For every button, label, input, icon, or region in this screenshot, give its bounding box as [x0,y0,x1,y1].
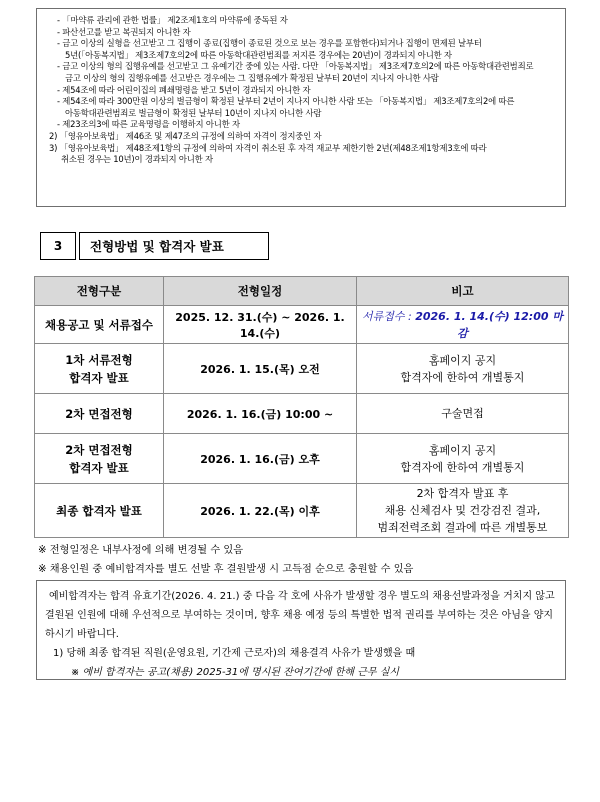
eligibility-line-text: - 제54조에 따라 300만원 이상의 벌금형이 확정된 날부터 2년이 지나지 아니한 사람 또는 「아동복지법」 제3조제7호의2에 따른 [57,96,515,107]
schedule-table [34,276,569,538]
eligibility-line-continuation: 아동학대관련범죄로 벌금형이 확정된 날부터 10년이 지나지 아니한 사람 [65,107,322,118]
cell-note-line: 구술면접 [441,407,484,420]
cell-note [357,434,569,484]
cell-date: 2026. 1. 16.(금) 오후 [164,434,357,484]
note-schedule-change: ※ 전형일정은 내부사정에 의해 변경될 수 있음 [38,545,244,556]
header-type: 전형구분 [35,277,164,306]
cell-note-line: 2차 합격자 발표 후 [416,487,509,500]
reserve-info-box [36,580,566,680]
reserve-note: ※ 예비 합격자는 공고(채용) 2025-31에 명시된 잔여기간에 한해 근무 실시 [71,667,400,678]
cell-type [35,344,164,394]
eligibility-line-text: - 금고 이상의 실형을 선고받고 그 집행이 종료(집행이 종료된 것으로 보는 경우를 포함한다)되거나 집행이 면제된 날부터 [57,38,482,49]
eligibility-line [45,131,559,143]
cell-note [357,394,569,434]
cell-type-line: 채용공고 및 서류접수 [45,317,153,332]
eligibility-line [45,143,559,166]
section-number: 3 [40,232,76,260]
section-title: 전형방법 및 합격자 발표 [79,232,269,260]
table-row [35,484,569,538]
cell-type-line: 최종 합격자 발표 [56,503,142,518]
eligibility-line [45,119,559,131]
table-row [35,434,569,484]
eligibility-line-text: 3) 「영유아보육법」 제48조제1항의 규정에 의하여 자격이 취소된 후 자격 재교부 제한기한 2년(제48조제1항제3호에 따라 [49,142,487,153]
cell-note-line: 홈페이지 공지 [428,443,497,457]
eligibility-line-text: - 제23조의3에 따른 교육명령을 이행하지 아니한 자 [57,119,240,130]
table-header-row [35,277,569,306]
cell-note-line: 합격자에 한하여 개별통지 [400,370,525,384]
cell-note [357,306,569,344]
eligibility-line [45,27,559,39]
header-note: 비고 [357,277,569,306]
cell-type-line: 1차 서류전형 [65,352,133,367]
eligibility-line-text: - 제54조에 따라 어린이집의 폐쇄명령을 받고 5년이 경과되지 아니한 자 [57,84,311,95]
cell-type-line: 2차 면접전형 [65,442,133,457]
deadline-emphasis: 2026. 1. 14.(수) 12:00 마감 [415,309,563,340]
cell-type [35,306,164,344]
cell-note [357,344,569,394]
header-date: 전형일정 [164,277,357,306]
cell-type-line: 2차 면접전형 [65,406,133,421]
deadline-prefix: 서류접수 : [362,309,416,323]
cell-note [357,484,569,538]
eligibility-line-text: - 금고 이상의 형의 집행유예를 선고받고 그 유예기간 중에 있는 사람. 다만 「아동복지법」 제3조제7호의2에 따른 아동학대관련범죄로 [57,61,534,72]
table-row [35,306,569,344]
eligibility-line-text: - 파산선고를 받고 복권되지 아니한 자 [57,26,191,37]
table-row [35,344,569,394]
eligibility-line-continuation: 금고 이상의 형의 집행유예를 선고받은 경우에는 그 집행유예가 확정된 날부터 20년이 지나지 아니한 사람 [65,72,439,83]
cell-type [35,434,164,484]
cell-note-line: 홈페이지 공지 [428,353,497,367]
cell-type-line: 합격자 발표 [69,370,129,385]
eligibility-line [45,96,559,119]
reserve-condition: 1) 당해 최종 합격된 직원(운영요원, 기간제 근로자)의 채용결격 사유가 발생했을 때 [53,648,416,659]
table-row [35,394,569,434]
cell-note-line: 합격자에 한하여 개별통지 [400,460,525,474]
eligibility-line [45,15,559,27]
eligibility-line [45,38,559,61]
cell-date: 2025. 12. 31.(수) ~ 2026. 1. 14.(수) [164,306,357,344]
eligibility-line-continuation: 취소된 경우는 10년)이 경과되지 아니한 자 [61,154,213,165]
cell-note-line: 범죄전력조회 결과에 따른 개별통보 [377,521,548,534]
eligibility-box [36,8,566,207]
eligibility-line [45,85,559,97]
cell-date: 2026. 1. 16.(금) 10:00 ~ [164,394,357,434]
note-reserve-hire: ※ 채용인원 중 예비합격자를 별도 선발 후 결원발생 시 고득점 순으로 충원할 수 있음 [38,564,414,575]
cell-type [35,394,164,434]
eligibility-line-text: - 「마약류 관리에 관한 법률」 제2조제1호의 마약류에 중독된 자 [57,15,288,25]
cell-type [35,484,164,538]
cell-date: 2026. 1. 15.(목) 오전 [164,344,357,394]
deadline-note [362,310,563,340]
eligibility-line-text: 2) 「영유아보육법」 제46조 및 제47조의 규정에 의하여 자격이 정지중인 자 [49,130,322,141]
cell-type-line: 합격자 발표 [69,460,129,475]
eligibility-line [45,61,559,84]
section-header [40,232,269,260]
reserve-paragraph: 예비합격자는 합격 유효기간(2026. 4. 21.) 중 다음 각 호에 사유가 발생할 경우 별도의 채용선발과정을 거치지 않고 결원된 인원에 대해 우선적으로 부여하는 것이며, 향후 채용 예정 등의 특별한 법적 권리를 부여하는 것은 아님을 양지하시기 바랍니다. [45,591,555,640]
eligibility-line-continuation: 5년(「아동복지법」 제3조제7호의2에 따른 아동학대관련범죄를 저지른 경우에는 20년)이 경과되지 아니한 자 [65,49,452,60]
cell-note-line: 채용 신체검사 및 건강검진 결과, [384,504,541,517]
cell-date: 2026. 1. 22.(목) 이후 [164,484,357,538]
schedule-notes [38,541,413,579]
